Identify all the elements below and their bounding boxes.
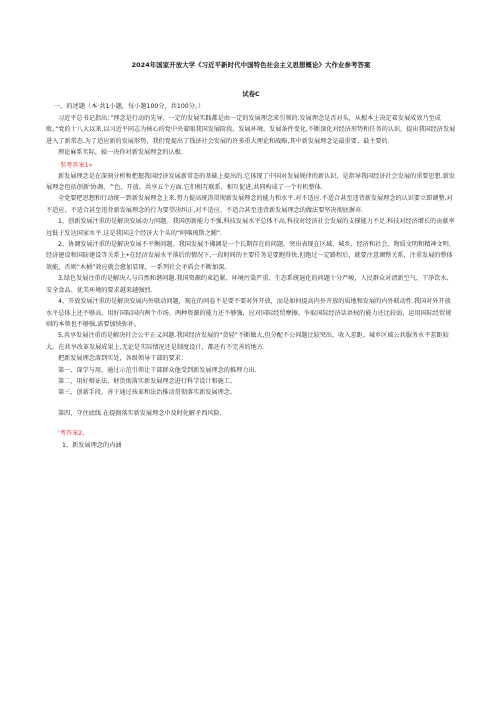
answer-paragraph: 全党要把思想和行动统一到新发展理念上来.努力提高统涛贯彻新发展理念的能力和水平.对不适应.不适合甚至违背新发展理念的认识要立即调整,对不适应、不适合甚至违背新发展理念的行为要望决纠正,对不适应、不适合甚至违背新发展理念的做法要坚决彻底摒弃. (46, 195, 453, 214)
question-paragraph: 习近平总书记指出：”理念是行动的先导，一定的发展实践都是由一定的发展理念来引领的.发展理念是否对头，从根本上决定着发展成效乃至成败。”党的十八大以来,以习近平同志为核心的党中央着眼我国发展阶段、发展环境、发展条件变化,不断深化对经济形势和任务的认识，提出我国经济发展进入了新常态.为了适应新的发展形势，我们党提出了钱济社会发展的许多重大理论和战略,其中新发展理念是最重要、最主要的. (46, 115, 456, 145)
answer-paragraph: 2、协调发展注重的是解决发展不平衡问题。我国发展不佛调是一个长期存在的问题，突出表现在区域、城乡、经济和社会、物质文明和精神文明、经济建设和国防建设等关系上•在经济发展水平落后的情况下,一段时间的主要任务是要跑得快,但跑过一定路程后，就要注意调整关系，注重发展的整体效能，否则“木桶”效应就会愈加显现，一系列社会矛盾会不断加深。 (46, 241, 455, 271)
answer-paragraph: 把新发展理念落到实处，各级领导干部的要求： (58, 355, 187, 363)
section-heading: 一、的述题（本·共1小题，每小题100分，共100分。） (54, 103, 205, 110)
answer-item: 1、新发展理念的内涵 (62, 442, 122, 450)
last-point: 第四，守住底线.在提彻落实新发展理念中及时化解矛西风险. (58, 409, 222, 417)
list-item: 第一，深学与用，通过示范引领让干部群众他受到新发展理念的推理力出. (58, 366, 257, 374)
answer-label: 参考答案1» (60, 161, 93, 169)
list-item: 第三，创新手段，善于通过孩革和法治推动贯彻落实新发展理念。 (58, 389, 237, 397)
question-prompt: 理论麻系实际，辕一决你对新发展理念的认极. (58, 149, 183, 157)
paper-label: 试卷C (242, 91, 260, 98)
answer-label-2: '考答案2, (58, 430, 85, 438)
answer-paragraph: 1、创新发展注重的是解决发展动力问题。我国创新能力不强,科技发展水平总体不高,科技对经济社会发展的支撑能力不足,科技对经济增长的贡献率远低于发达国家水平.这是我国这个经济大个头的“阿喀琉斯之踵”. (46, 218, 455, 237)
list-item: 第二，用好辩证法，财货彻落实新发展理念进行科学设计和施工。 (58, 377, 237, 385)
answer-paragraph: 5,共享发展注重的是解决社会公平正义问题.我国经济发展的“货轻”不断做大,但分配不公问题比较突出，收入差距、城乡区域公共服务水平差距较大。在共享改革发展成果上,无论是实际情况还是制度设计，都还有不完善的地方. (46, 332, 449, 351)
answer-paragraph: 新发展理念是在深刻分析和把握我国经济发展新常态的基础上提出的.它体现了中国对发展规律的新认识，是指导我国经济社会发展的重要思想.新发展理念包括创新'协调、^色、开放、共享五个方面.它们相互联系、相互促进,共同构成了一个有机整体. (46, 172, 455, 192)
answer-paragraph: 3,绿色发展注重的是解决人与自然和谐问题.我国资源约束趋紧、环境污染严重、生态系统退化的问题十分严峻，人民群众对清新空气、干净饮水、安全食品、优美环境的要求越来越强烈. (46, 275, 453, 294)
document-title: 2024年国家开放大学《习近平新时代中国特色社会主义思想概论》大作业参考答案 (131, 61, 371, 69)
answer-paragraph: 4、开放发展注重的是解决发展内外联动问题，现在的问卷不是要不要对外开放，而是如何提高内外开放的质地和发展的内外联动性.我国对外开放水平总体上还不够高，用好国际国内两个市场、两种资源的能力还不够强，应对国际经贸摩擦、争取国际经济话语权的能力还比较弱，运用国际经贸规则的本领也不够强,需要加快弥补。 (46, 298, 452, 328)
